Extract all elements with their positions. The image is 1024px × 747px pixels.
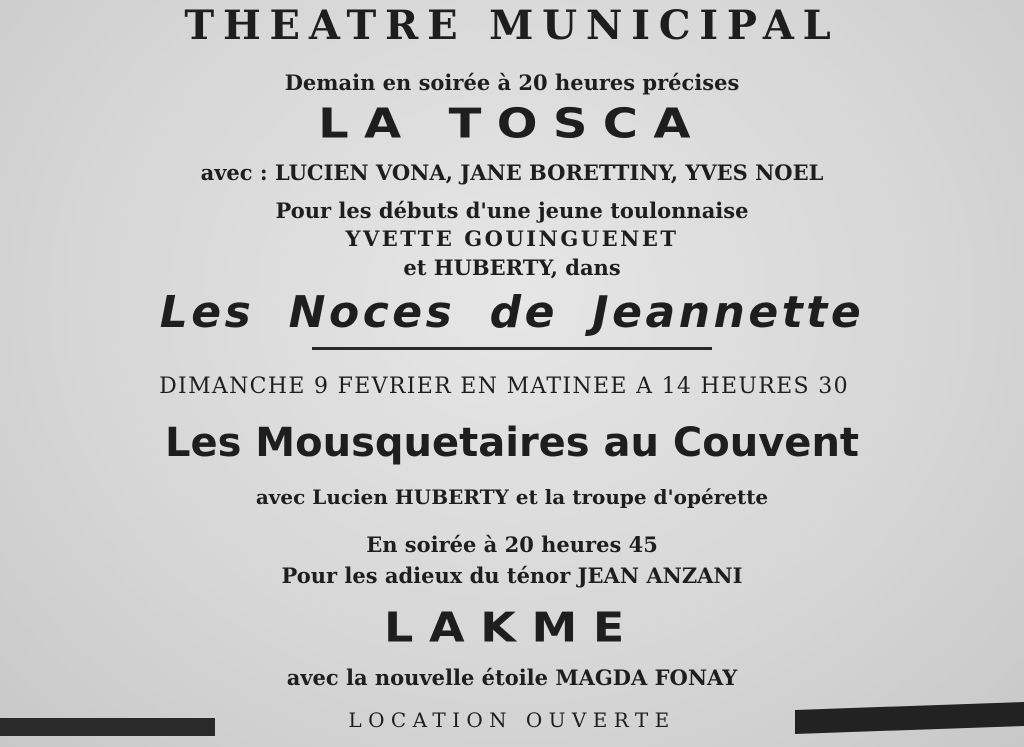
show1-title: LA TOSCA xyxy=(318,100,706,148)
show1-time: Demain en soirée à 20 heures précises xyxy=(284,70,740,95)
show1-cast: avec : LUCIEN VONA, JANE BORETTINY, YVES NOEL xyxy=(200,160,824,185)
show4-title: LAKME xyxy=(384,602,640,652)
debut-line: Pour les débuts d'une jeune toulonnaise xyxy=(275,198,749,223)
debut-name: YVETTE GOUINGUENET xyxy=(345,226,679,251)
farewell-line: Pour les adieux du ténor JEAN ANZANI xyxy=(281,563,743,588)
evening-time: En soirée à 20 heures 45 xyxy=(366,532,658,557)
show2-title: Les Noces de Jeannette xyxy=(159,287,865,338)
show4-cast: avec la nouvelle étoile MAGDA FONAY xyxy=(286,665,738,690)
divider-rule xyxy=(312,347,712,350)
debut-with: et HUBERTY, dans xyxy=(403,255,621,280)
show3-cast: avec Lucien HUBERTY et la troupe d'opérette xyxy=(255,485,769,509)
footer-text: LOCATION OUVERTE xyxy=(348,708,676,732)
show3-title: Les Mousquetaires au Couvent xyxy=(164,420,860,466)
matinee-line: DIMANCHE 9 FEVRIER EN MATINEE A 14 HEURES 30 xyxy=(159,374,849,399)
theatre-header: THEATRE MUNICIPAL xyxy=(184,2,840,49)
